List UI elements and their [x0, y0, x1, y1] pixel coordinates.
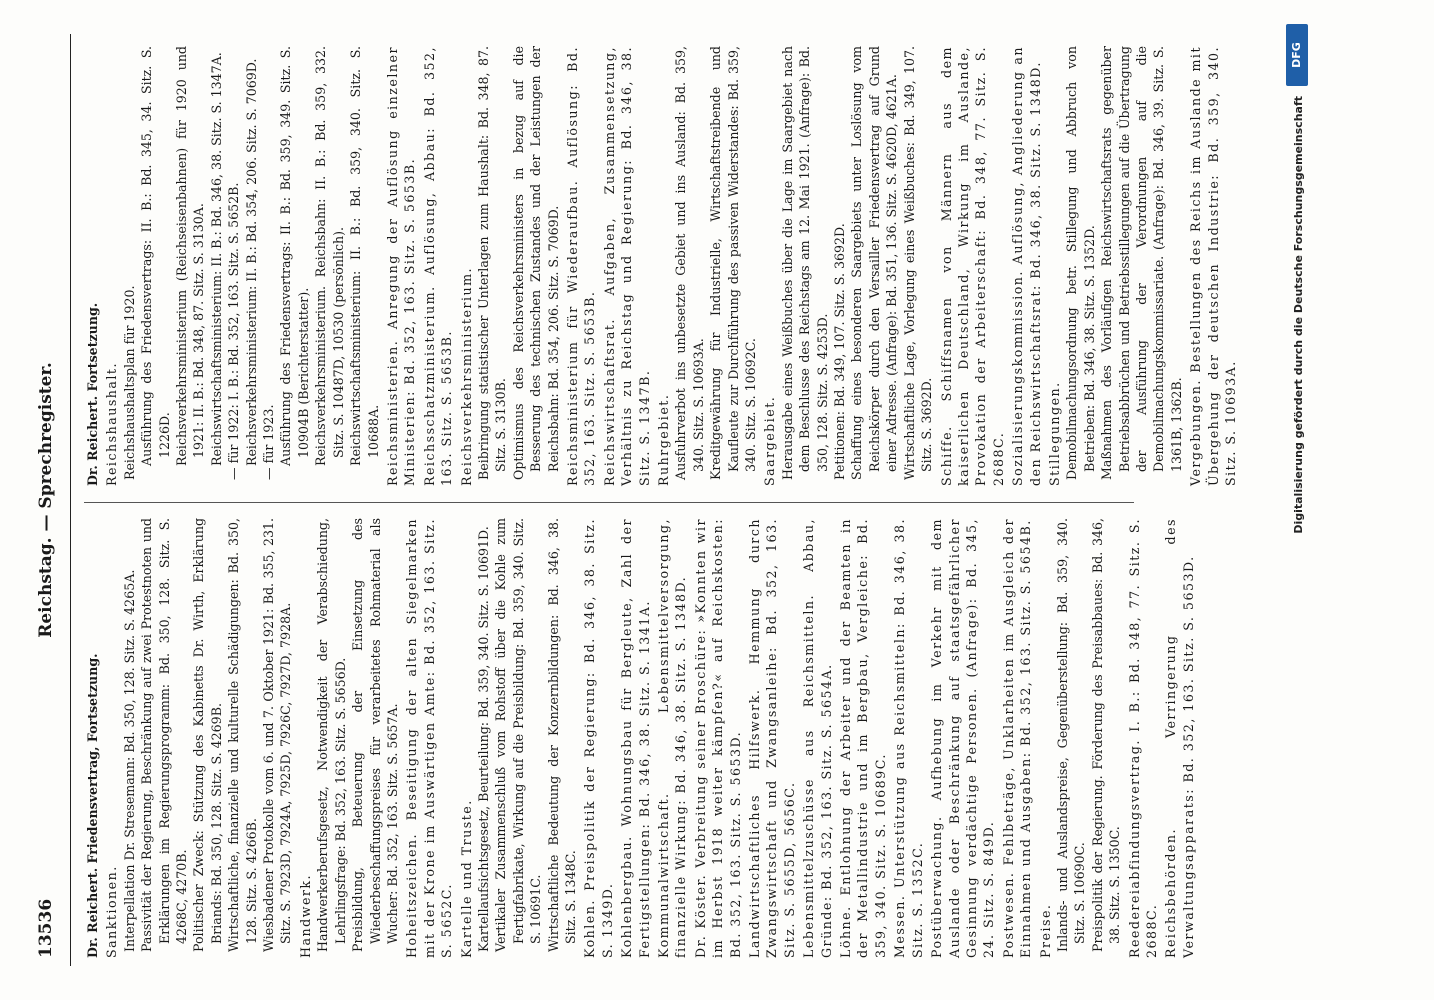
register-entry: Reichshaushaltsplan für 1920.	[121, 285, 137, 480]
register-entry: Maßnahmen des Vorläufigen Reichswirtschaftsrats gegenüber Betriebsabbrüchen und Betriebsstillegungen auf die Übertragung der Ausführung der Verordnungen auf die Demobilmachungskommissariate. (Anfrage): Bd. 346, 39. Sitz. S. 1361B, 1362B.	[1099, 46, 1184, 480]
register-entry: Reichsministerium für Wiederaufbau. Auflösung: Bd. 352, 163. Sitz. S. 5653B.	[564, 46, 598, 486]
register-entry: Kreditgewährung für Industrielle, Wirtschaftstreibende und Kaufleute zur Durchführung des passiven Widerstandes: Bd. 359, 340. Sitz. S. 10692C.	[708, 46, 759, 480]
register-entry: Postwesen. Fehlbeträge, Unklarheiten im Ausgleich der Einnahmen und Ausgaben: Bd. 352, 163. Sitz. S. 5654B.	[1000, 518, 1034, 958]
register-entry: Handwerkerberufsgesetz, Notwendigkeit der Verabschiedung, Lehrlingsfrage: Bd. 352, 163. Sitz. S. 5656D.	[315, 518, 348, 952]
column-heading: Dr. Reichert. Fortsetzung.	[85, 302, 100, 486]
register-entry: Vergebungen. Bestellungen des Reichs im Auslande mit Übergehung der deutschen Industrie: Bd. 359, 340. Sitz. S. 10693A.	[1188, 46, 1238, 486]
register-entry: Preispolitik der Regierung. Förderung des Preisabbaues: Bd. 346, 38. Sitz. S. 1350C.	[1089, 518, 1123, 952]
register-entry: Politischer Zweck: Stützung des Kabinetts Dr. Wirth, Erklärung Briands: Bd. 350, 128. Sitz. S. 4269B.	[191, 518, 224, 952]
register-entry: Löhne. Entlohnung der Arbeiter und der Beamten in der Metallindustrie und im Bergbau, Vergleiche: Bd. 359, 340. Sitz. S. 10689C.	[838, 518, 888, 958]
register-entry: Ruhrgebiet.	[656, 393, 671, 486]
register-entry: Demobilmachungsordnung betr. Stillegung und Abbruch von Betrieben: Bd. 346, 38. Sitz. S. 1352D.	[1064, 46, 1097, 480]
register-entry: Reichshaushalt.	[104, 362, 120, 486]
register-entry: — für 1923.	[261, 404, 277, 480]
register-entry: Preisbildung, Beteuerung der Einsetzung des Wiederbeschaffungspreises für verarbeitetes Rohmaterial als Wucher: Bd. 352, 163. Sitz. S. 5657A.	[350, 518, 400, 952]
register-entry: Handwerk.	[297, 873, 313, 958]
register-entry: Landwirtschaftliches Hilfswerk. Hemmung durch Zwangswirtschaft und Zwangsanleihe: Bd. 352, 163. Sitz. S. 5655D, 5656C.	[747, 518, 797, 958]
register-entry: Passivität der Regierung, Beschränkung auf zwei Protestnoten und Erklärungen im Regierungsprogramm: Bd. 350, 128. Sitz. S. 4268C, 4270B.	[139, 518, 190, 952]
register-entry: Sanktionen.	[104, 865, 120, 958]
register-entry: Schaffung eines besonderen Saargebiets unter Loslösung vom Reichskörper durch den Versailler Friedensvertrag auf Grund einer Adresse. (Anfrage): Bd. 351, 136. Sitz. S. 4620D, 4621A.	[849, 46, 900, 480]
register-entry: Optimismus des Reichsverkehrsministers in bezug auf die Besserung des technischen Zustandes und der Leistungen der Reichsbahn: Bd. 354, 206. Sitz. S. 7069D.	[510, 46, 561, 480]
register-entry: Interpellation Dr. Stresemann: Bd. 350, 128. Sitz. S. 4265A.	[121, 569, 137, 952]
register-entry: Ausführung des Friedensvertrags: II. B.: Bd. 359, 349. Sitz. S. 10904B (Berichterstatter).	[278, 46, 311, 466]
column-divider	[84, 502, 1134, 503]
digitization-note: Digitalisierung gefördert durch die Deutsche Forschungsgemeinschaft	[1292, 96, 1305, 534]
register-entry: Schiffe. Schiffsnamen von Männern aus dem kaiserlichen Deutschland, Wirkung im Auslande, Provokation der Arbeiterschaft: Bd. 348, 77. Sitz. S. 2688C.	[938, 46, 1006, 486]
right-column	[84, 46, 1238, 486]
page-number: 13536	[36, 898, 56, 958]
register-entry: Postüberwachung. Aufhebung im Verkehr mit dem Auslande oder Beschränkung auf staatsgefährlicher Gesinnung verdächtige Personen. (Anfrage): Bd. 345, 24. Sitz. S. 849D.	[929, 518, 997, 958]
register-entry: Reichsverkehrsministerium.	[458, 266, 474, 486]
register-entry: Reichswirtschaftsministerium: II. B.: Bd. 359, 340. Sitz. S. 10688A.	[348, 46, 381, 466]
register-entry: Kartelle und Truste.	[458, 799, 474, 958]
register-entry: Wirtschaftliche Bedeutung der Konzernbildungen: Bd. 346, 38. Sitz. S. 1348C.	[545, 518, 578, 952]
left-column	[84, 518, 1196, 958]
register-entry: Kommunalwirtschaft. Lebensmittelversorgung, finanzielle Wirkung: Bd. 346, 38. Sitz. S. 1348D.	[656, 518, 689, 958]
register-entry: Petitionen: Bd. 349, 107. Sitz. S. 3692D.	[832, 223, 848, 480]
register-entry: Wirtschaftliche, finanzielle und kulturelle Schädigungen: Bd. 350, 128. Sitz. S. 4266B.	[226, 518, 259, 952]
register-entry: Beibringung statistischer Unterlagen zum Haushalt: Bd. 348, 87. Sitz. S. 3130B.	[475, 46, 509, 480]
register-entry: Wiesbadener Protokolle vom 6. und 7. Oktober 1921: Bd. 355, 231. Sitz. S. 7923D, 7924A, 7925D, 7926C, 7927D, 7928A.	[261, 518, 294, 952]
register-entry: Kohlenbergbau. Wohnungsbau für Bergleute, Zahl der Fertigstellungen: Bd. 346, 38. Sitz. S. 1341A.	[619, 518, 652, 958]
register-entry: Vertikaler Zusammenschluß vom Rohstoff über die Kohle zum Fertigfabrikate, Wirkung auf die Preisbildung: Bd. 359, 340. Sitz. S. 10691C.	[493, 518, 544, 952]
page-title: Reichstag. — Sprechregister.	[36, 362, 56, 638]
register-entry: — für 1922: I. B.: Bd. 352, 163. Sitz. S. 5652B.	[226, 182, 242, 480]
register-entry: Ausfuhrverbot ins unbesetzte Gebiet und ins Ausland: Bd. 359, 340. Sitz. S. 10693A.	[673, 46, 706, 480]
register-entry: Ausführung des Friedensvertrags: II. B.: Bd. 345, 34. Sitz. S. 1226D.	[139, 46, 172, 466]
column-heading: Dr. Reichert. Friedensvertrag, Fortsetzung.	[85, 653, 100, 958]
page-header	[26, 34, 71, 966]
register-entry: Dr. Köster. Verbreitung seiner Broschüre: »Konnten wir im Herbst 1918 weiter kämpfen?« auf Reichskosten: Bd. 352, 163. Sitz. S. 5653D.	[692, 518, 743, 958]
register-entry: Reichswirtschaftsrat. Aufgaben, Zusammensetzung, Verhältnis zu Reichstag und Regierung: Bd. 346, 38. Sitz. S. 1347B.	[601, 46, 652, 486]
register-entry: Preise.	[1037, 903, 1053, 958]
register-entry: Reichswirtschaftsministerium: II. B.: Bd. 346, 38. Sitz. S. 1347A.	[208, 52, 224, 466]
register-entry: Reichsverkehrsministerium. Reichsbahn: II. B.: Bd. 359, 332. Sitz. S. 10487D, 10530 (persönlich).	[313, 46, 346, 466]
register-entry: Messen. Unterstützung aus Reichsmitteln: Bd. 346, 38. Sitz. S. 1352C.	[892, 518, 925, 958]
register-entry: Stillegungen.	[1046, 381, 1062, 486]
register-entry: Saargebiet.	[762, 395, 778, 486]
register-entry: Kartellaufsichtsgesetz, Beurteilung: Bd. 359, 340. Sitz. S. 10691D.	[475, 526, 491, 952]
register-entry: Reedereiabfindungsvertrag. I. B.: Bd. 348, 77. Sitz. S. 2688C.	[1126, 518, 1159, 958]
register-entry: Kohlen. Preispolitik der Regierung: Bd. 346, 38. Sitz. S. 1349D.	[582, 518, 615, 958]
register-entry: Reichsbehörden. Verringerung des Verwaltungsapparats: Bd. 352, 163. Sitz. S. 5653D.	[1163, 518, 1196, 958]
register-entry: Herausgabe eines Weißbuches über die Lage im Saargebiet nach dem Beschlusse des Reichstags am 12. Mai 1921. (Anfrage): Bd. 350, 128. Sitz. S. 4253D.	[779, 46, 830, 480]
register-entry: Reichsschatzministerium. Auflösung, Abbau: Bd. 352, 163. Sitz. S. 5653B.	[421, 46, 455, 486]
register-entry: Reichsverkehrsministerium: II. B.: Bd. 354, 206. Sitz. S. 7069D.	[243, 58, 259, 466]
register-entry: Hoheitszeichen. Beseitigung der alten Siegelmarken mit der Krone im Auswärtigen Amte: Bd. 352, 163. Sitz. S. 5652C.	[404, 518, 455, 958]
register-entry: Inlands- und Auslandspreise, Gegenüberstellung: Bd. 359, 340. Sitz. S. 10690C.	[1054, 518, 1088, 952]
register-entry: Lebensmittelzuschüsse aus Reichsmitteln. Abbau, Gründe: Bd. 352, 163. Sitz. S. 5654A.	[801, 518, 834, 958]
dfg-logo: DFG	[1286, 24, 1308, 86]
register-entry: Wirtschaftliche Lage, Vorlegung eines Weißbuches: Bd. 349, 107. Sitz. S. 3692D.	[901, 46, 935, 480]
register-entry: Reichsverkehrsministerium (Reichseisenbahnen) für 1920 und 1921: II. B.: Bd. 348, 87. Sitz. S. 3130A.	[174, 46, 207, 466]
register-entry: Reichsministerien. Anregung der Auflösung einzelner Ministerien: Bd. 352, 163. Sitz. S. 5653B.	[384, 46, 418, 486]
digitization-stamp	[1280, 0, 1320, 1000]
register-entry: Sozialisierungskommission. Auflösung, Angliederung an den Reichswirtschaftsrat: Bd. 346, 38. Sitz. S. 1348D.	[1010, 46, 1043, 486]
